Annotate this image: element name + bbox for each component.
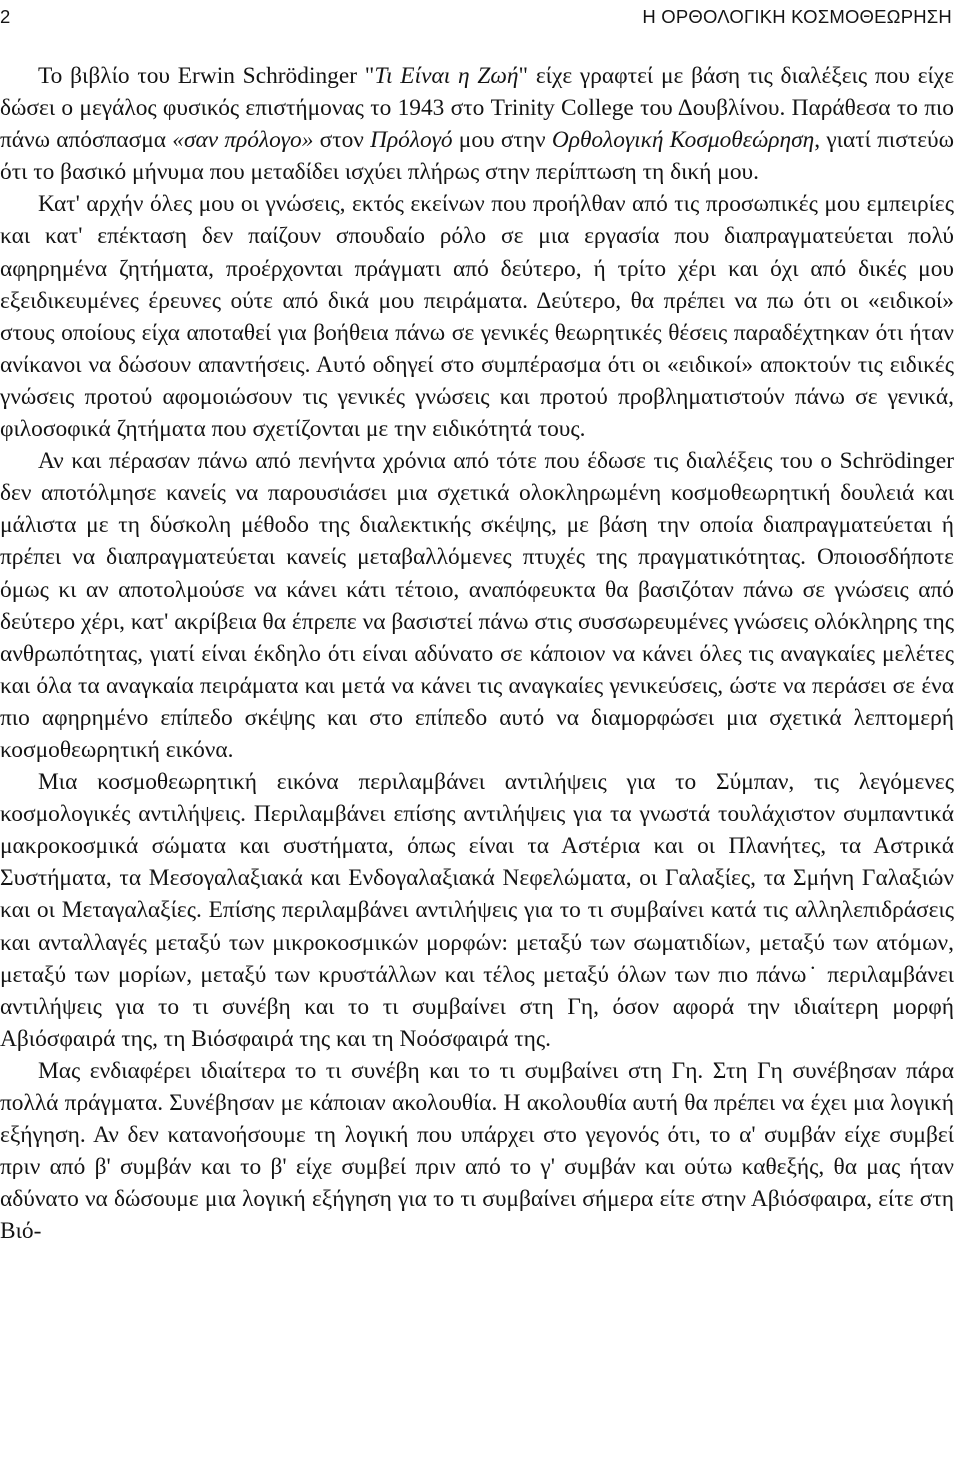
text-run: μου στην — [452, 127, 552, 154]
text-run: Μας ενδιαφέρει ιδιαίτερα το τι συνέβη και το τι συμβαίνει στη Γη. Στη Γη συνέβησαν πάρα πολλά πράγματα. Συνέβησαν με κάποιαν ακολουθία. Η ακολουθία αυτή θα πρέπει να έχει μια λογική εξήγηση. Αν δεν κατανοήσουμε τη λογική που υπάρχει στο γεγονός ότι, το α' συμβάν είχε συμβεί πριν από β' συμβάν και το β' είχε συμβεί πριν από το γ' συμβάν και ούτω καθεξής, θα μας ήταν αδύνατο να δώσουμε μια λογική εξήγηση για το τι συμβαίνει σήμερα είτε στην Αβιόσφαιρα, είτε στη Βιό- — [0, 1057, 954, 1245]
text-run: Μια κοσμοθεωρητική εικόνα περιλαμβάνει αντιλήψεις για το Σύμπαν, τις λεγόμενες κοσμολογικές αντιλήψεις. Περιλαμβάνει επίσης αντιλήψεις για τα γνωστά τουλάχιστον συμπαντικά μακροκοσμικά σώματα και συστήματα, όπως είναι τα Αστέρια και οι Πλανήτες, τα Αστρικά Συστήματα, τα Μεσογαλαξιακά και Ενδογαλαξιακά Νεφελώματα, οι Γαλαξίες, τα Σμήνη Γαλαξιών και οι Μεταγαλαξίες. Επίσης περιλαμβάνει αντιλήψεις για το τι συμβαίνει κατά τις αλληλεπιδράσεις και ανταλλαγές μεταξύ των μικροκοσμικών μορφών: μεταξύ των σωματιδίων, μεταξύ των ατόμων, μεταξύ των μορίων, μεταξύ των κρυστάλλων και τέλος μεταξύ όλων των πιο πάνω˙ περιλαμβάνει αντιλήψεις για το τι συνέβη και το τι συμβαίνει στη Γη, όσον αφορά την ιδιαίτερη μορφή Αβιόσφαιρά της, τη Βιόσφαιρά της και τη Νοόσφαιρά της. — [0, 769, 954, 1052]
paragraph — [0, 188, 954, 445]
paragraph — [0, 766, 954, 1055]
page-number: 2 — [0, 6, 11, 27]
italic-text-run: Πρόλογό — [370, 127, 453, 154]
text-run: , γιατί πιστεύω ότι το βασικό μήνυμα που μεταδίδει ισχύει πλήρως στην περίπτωση τη δική μου. — [0, 127, 955, 186]
page-header — [0, 0, 960, 34]
italic-text-run: Ορθολογική Κοσμοθεώρηση — [551, 127, 815, 154]
text-run: στον — [313, 127, 371, 154]
italic-text-run: «σαν πρόλογο» — [172, 127, 314, 154]
paragraph — [0, 445, 954, 766]
running-title: Η ΟΡΘΟΛΟΓΙΚΗ ΚΟΣΜΟΘΕΩΡΗΣΗ — [642, 6, 952, 27]
text-run: Το βιβλίο του Erwin Schrödinger " — [38, 63, 375, 89]
text-run: Αν και πέρασαν πάνω από πενήντα χρόνια από τότε που έδωσε τις διαλέξεις του ο Schrödinger δεν αποτόλμησε κανείς να παρουσιάσει μια σχετικά ολοκληρωμένη κοσμοθεωρητική δουλειά και μάλιστα με τη δύσκολη μέθοδο της διαλεκτικής σκέψης, με βάση την οποία διαπραγματεύεται ή πρέπει να διαπραγματεύεται κανείς μεταβαλλόμενες πτυχές της πραγματικότητας. Οποιοσδήποτε όμως κι αν αποτολμούσε να κάνει κάτι τέτοιο, αναπόφευκτα θα βασιζόταν πάνω σε γνώσεις από δεύτερο χέρι, κατ' ακρίβεια θα έπρεπε να βασιστεί πάνω στις συσσωρευμένες γνώσεις ολόκληρης της ανθρωπότητας, γιατί είναι έκδηλο ότι είναι αδύνατο σε κάποιον να κάνει όλες τις αναγκαίες μελέτες και όλα τα αναγκαία πειράματα και μετά να κάνει τις αναγκαίες γενικεύσεις, ώστε να περάσει σε ένα πιο αφηρημένο επίπεδο σκέψης και στο επίπεδο αυτό να διαμορφώσει μια σχετικά λεπτομερή κοσμοθεωρητική εικόνα. — [0, 448, 954, 763]
body-text — [0, 60, 954, 1247]
paragraph — [0, 1055, 954, 1248]
text-run: " είχε γραφτεί με βάση τις διαλέξεις που είχε δώσει ο μεγάλος φυσικός επιστήμονας το 1943 στο Trinity College του Δουβλίνου. Παράθεσα το πιο πάνω απόσπασμα — [0, 63, 955, 154]
text-run: Κατ' αρχήν όλες μου οι γνώσεις, εκτός εκείνων που προήλθαν από τις προσωπικές μου εμπειρίες και κατ' επέκταση δεν παίζουν σπουδαίο ρόλο σε μια εργασία που διαπραγματεύεται πολύ αφηρημένα ζητήματα, προέρχονται πράγματι από δεύτερο, ή τρίτο χέρι και όχι από δικές μου εξειδικευμένες έρευνες ούτε από δικά μου πειράματα. Δεύτερο, θα πρέπει να πω ότι οι «ειδικοί» στους οποίους είχα αποταθεί για βοήθεια πάνω σε γενικές θεωρητικές θέσεις παραδέχτηκαν ότι ήταν ανίκανοι να δώσουν απαντήσεις. Αυτό οδηγεί στο συμπέρασμα ότι οι «ειδικοί» αποκτούν τις ειδικές γνώσεις προτού αφομοιώσουν τις γενικές γνώσεις και προτού προβληματιστούν πάνω σε γενικά, φιλοσοφικά ζητήματα που σχετίζονται με την ειδικότητά τους. — [0, 191, 954, 443]
italic-text-run: Τι Είναι η Ζωή — [374, 63, 519, 89]
paragraph — [0, 60, 954, 188]
